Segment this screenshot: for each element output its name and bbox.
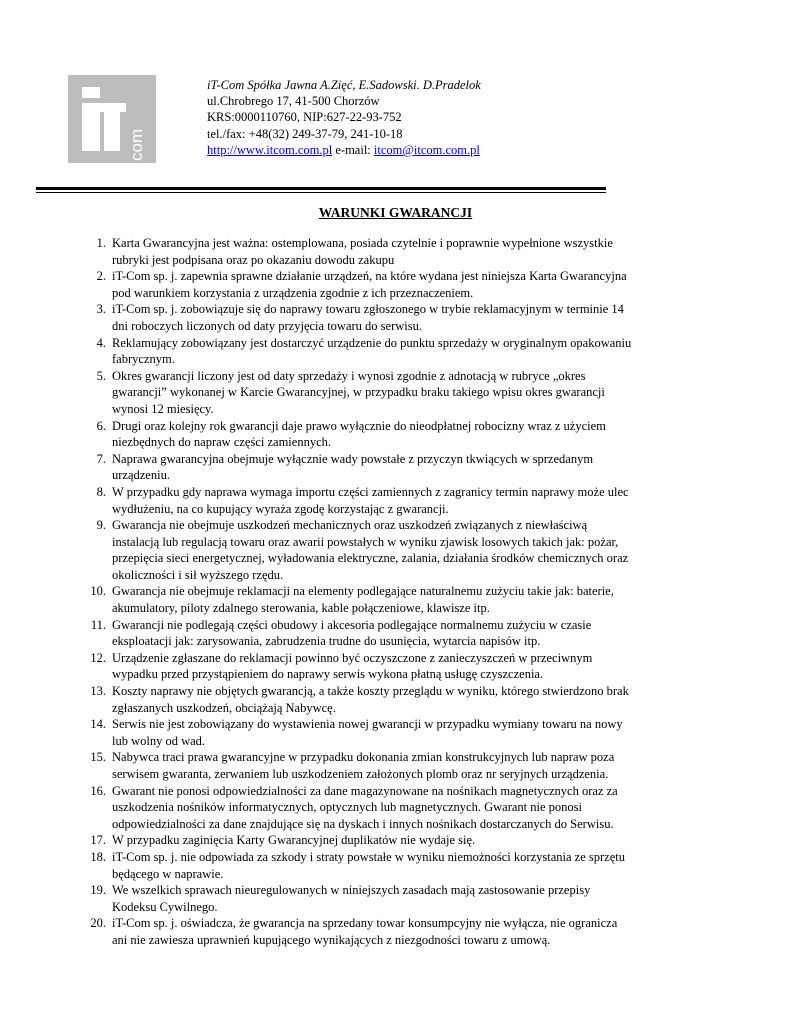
- term-number: 16.: [90, 783, 106, 798]
- term-number: 11.: [90, 617, 106, 632]
- term-line: gwarancji” wykonanej w Karcie Gwarancyjnej, w przypadku braku takiego wpisu okres gwarancji: [112, 385, 605, 400]
- term-line: będącego w naprawie.: [112, 866, 224, 881]
- term-item: [80, 368, 730, 418]
- term-line: instalacją lub regulacją towaru oraz awarii powstałych w wyniku zjawisk losowych takich jak: pożar,: [112, 534, 619, 549]
- term-item: [80, 301, 730, 334]
- term-line: Gwarant nie ponosi odpowiedzialności za dane magazynowane na nośnikach magnetycznych oraz za: [112, 783, 618, 798]
- term-line: przepięcia sieci energetycznej, wyładowania elektryczne, zalania, działania środków chemicznych oraz: [112, 551, 629, 566]
- term-number: 20.: [90, 916, 106, 931]
- term-number: 13.: [90, 684, 106, 699]
- term-item: [80, 268, 730, 301]
- term-number: 2.: [96, 269, 106, 284]
- term-number: 4.: [96, 335, 106, 350]
- term-item: [80, 484, 730, 517]
- term-line: niezbędnych do napraw części zamiennych.: [112, 435, 331, 450]
- term-item: [80, 617, 730, 650]
- company-phone: tel./fax: +48(32) 249-37-79, 241-10-18: [207, 126, 403, 141]
- term-line: lub wolny od wad.: [112, 733, 206, 748]
- term-item: [80, 832, 730, 849]
- company-header: [207, 77, 481, 158]
- term-line: pod warunkiem korzystania z urządzenia zgodnie z ich przeznaczeniem.: [112, 285, 474, 300]
- email-label: e-mail:: [332, 142, 374, 157]
- term-item: [80, 418, 730, 451]
- term-line: eksploatacji jak: zarysowania, zabrudzenia trudne do usunięcia, wytarcia napisów itp.: [112, 634, 541, 649]
- term-line: dni roboczych liczonych od daty przyjęcia towaru do serwisu.: [112, 318, 422, 333]
- header-rule-thick: [36, 187, 606, 190]
- term-line: Gwarancji nie podlegają części obudowy i akcesoria podlegające normalnemu zużyciu w czasie: [112, 617, 592, 632]
- term-line: iT-Com sp. j. zobowiązuje się do naprawy towaru zgłoszonego w trybie reklamacyjnym w terminie 14: [112, 302, 624, 317]
- company-contact-line: [207, 142, 481, 158]
- term-line: Gwarancja nie obejmuje reklamacji na elementy podlegające naturalnemu zużyciu takie jak: baterie,: [112, 584, 614, 599]
- term-number: 14.: [90, 717, 106, 732]
- term-item: [80, 683, 730, 716]
- term-item: [80, 783, 730, 833]
- term-item: [80, 517, 730, 583]
- term-line: uszkodzenia nośników informatycznych, optycznych lub magnetycznych. Gwarant nie ponosi: [112, 800, 583, 815]
- term-number: 3.: [96, 302, 106, 317]
- term-number: 18.: [90, 849, 106, 864]
- term-line: Gwarancja nie obejmuje uszkodzeń mechanicznych oraz uszkodzeń związanych z niewłaściwą: [112, 518, 588, 533]
- term-item: [80, 915, 730, 948]
- term-line: iT-Com sp. j. nie odpowiada za szkody i straty powstałe w wyniku niemożności korzystania ze sprzętu: [112, 849, 625, 864]
- term-line: Kodeksu Cywilnego.: [112, 899, 218, 914]
- term-item: [80, 583, 730, 616]
- term-line: serwisem gwaranta, zerwaniem lub uszkodzeniem założonych plomb oraz nr seryjnych urządzenia.: [112, 767, 609, 781]
- term-line: wynosi 12 miesięcy.: [112, 401, 214, 416]
- term-line: W przypadku zaginięcia Karty Gwarancyjnej duplikatów nie wydaje się.: [112, 833, 476, 848]
- term-number: 8.: [96, 484, 106, 499]
- term-item: [80, 335, 730, 368]
- term-line: ani nie zawiesza uprawnień kupującego wynikających z niezgodności towaru z umową.: [112, 932, 551, 947]
- term-number: 17.: [90, 833, 106, 848]
- term-item: [80, 716, 730, 749]
- term-line: odpowiedzialności za dane znajdujące się na dyskach i innych nośnikach dostarczanych do Serwisu.: [112, 816, 614, 831]
- term-number: 9.: [96, 518, 106, 533]
- term-line: rubryki jest podpisana oraz po okazaniu dowodu zakupu: [112, 252, 395, 267]
- company-address: ul.Chrobrego 17, 41-500 Chorzów: [207, 94, 380, 109]
- company-name: iT-Com Spółka Jawna A.Zięć, E.Sadowski. D.Pradelok: [207, 78, 481, 92]
- term-line: Nabywca traci prawa gwarancyjne w przypadku dokonania zmian konstrukcyjnych lub napraw poza: [112, 750, 615, 765]
- logo-i-dot: [82, 87, 100, 98]
- term-number: 12.: [90, 650, 106, 665]
- term-line: urządzeniu.: [112, 468, 170, 483]
- term-line: Urządzenie zgłaszane do reklamacji powinno być oczyszczone z zanieczyszczeń w przeciwnym: [112, 650, 593, 665]
- term-line: Okres gwarancji liczony jest od daty sprzedaży i wynosi zgodnie z adnotacją w rubryce „okres: [112, 368, 586, 383]
- term-line: okoliczności i sił wyższego rzędu.: [112, 567, 284, 582]
- term-line: wydłużeniu, na co kupujący wyraża zgodę korzystając z gwarancji.: [112, 501, 449, 516]
- logo-t-bar: [104, 103, 120, 151]
- term-number: 10.: [90, 584, 106, 599]
- term-item: [80, 650, 730, 683]
- email-link[interactable]: itcom@itcom.com.pl: [373, 142, 480, 157]
- term-item: [80, 882, 730, 915]
- term-line: W przypadku gdy naprawa wymaga importu części zamiennych z zagranicy termin naprawy może ulec: [112, 484, 629, 499]
- terms-list: [80, 235, 730, 949]
- term-number: 5.: [96, 368, 106, 383]
- term-line: wypadku przed przystąpieniem do naprawy serwis wykona płatną usługę czyszczenia.: [112, 667, 544, 682]
- term-line: Naprawa gwarancyjna obejmuje wyłącznie wady powstałe z przyczyn tkwiących w sprzedanym: [112, 451, 594, 466]
- term-line: Karta Gwarancyjna jest ważna: ostemplowana, posiada czytelnie i poprawnie wypełnione wszystkie: [112, 236, 613, 250]
- term-line: Reklamujący zobowiązany jest dostarczyć urządzenie do punktu sprzedaży w oryginalnym opakowaniu: [112, 335, 632, 350]
- term-line: We wszelkich sprawach nieuregulowanych w niniejszych zasadach mają zastosowanie przepisy: [112, 883, 591, 898]
- term-number: 15.: [90, 750, 106, 765]
- term-item: [80, 451, 730, 484]
- term-line: akumulatory, piloty zdalnego sterowania, kable połączeniowe, klawisze itp.: [112, 601, 490, 616]
- term-item: [80, 235, 730, 268]
- term-line: iT-Com sp. j. oświadcza, że gwarancja na sprzedany towar konsumpcyjny nie wyłącza, nie ogranicza: [112, 916, 618, 931]
- term-number: 6.: [96, 418, 106, 433]
- term-line: Serwis nie jest zobowiązany do wystawienia nowej gwarancji w przypadku wymiany towaru na nowy: [112, 717, 623, 732]
- logo-com-text: com: [127, 128, 146, 161]
- website-link[interactable]: http://www.itcom.com.pl: [207, 142, 333, 157]
- term-number: 19.: [90, 883, 106, 898]
- term-item: [80, 849, 730, 882]
- term-number: 7.: [96, 451, 106, 466]
- header-rule-thin: [36, 192, 606, 193]
- term-line: Koszty naprawy nie objętych gwarancją, a także koszty przeglądu w wyniku, którego stwierdzono brak: [112, 684, 629, 699]
- term-line: zgłaszanych uszkodzeń, obciążają Nabywcę.: [112, 700, 336, 715]
- company-registry: KRS:0000110760, NIP:627-22-93-752: [207, 110, 402, 125]
- term-number: 1.: [96, 236, 106, 250]
- term-line: fabrycznym.: [112, 352, 175, 367]
- term-item: [80, 749, 730, 782]
- company-logo: [68, 75, 156, 163]
- document-title: [0, 205, 791, 221]
- term-line: iT-Com sp. j. zapewnia sprawne działanie urządzeń, na które wydana jest niniejsza Karta Gwarancyjna: [112, 269, 627, 284]
- document-title-text: WARUNKI GWARANCJI: [318, 205, 473, 220]
- term-line: Drugi oraz kolejny rok gwarancji daje prawo wyłącznie do nieodpłatnej robocizny wraz z użyciem: [112, 418, 606, 433]
